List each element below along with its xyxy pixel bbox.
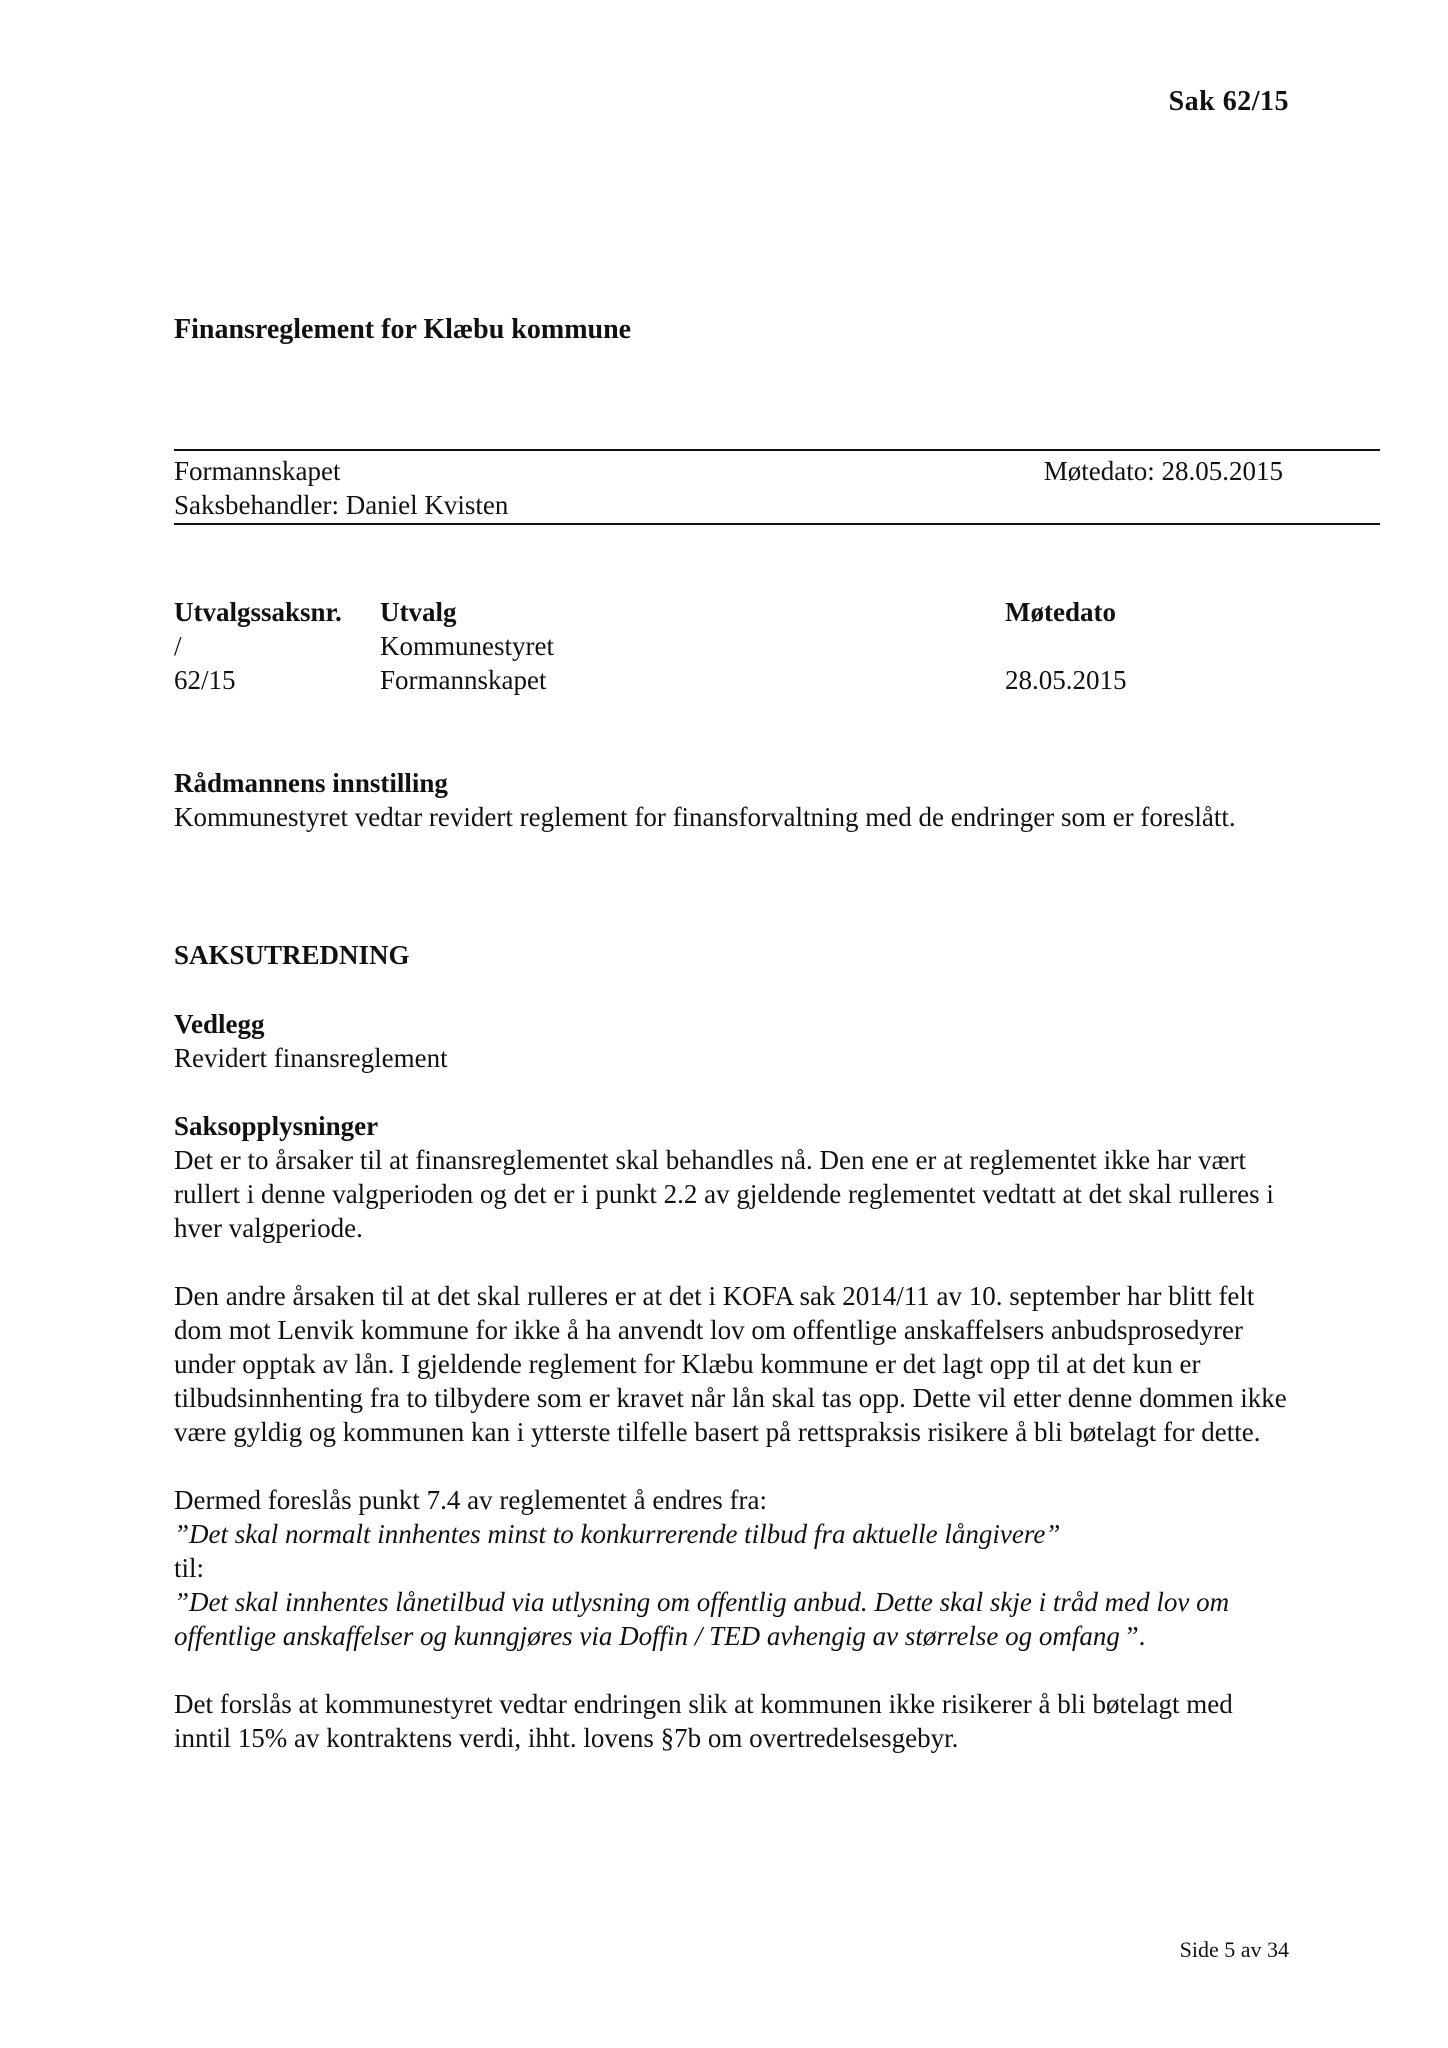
proposed-change (174, 1483, 1294, 1653)
new-wording-paragraph (174, 1585, 1294, 1653)
committee-name: Formannskapet (174, 456, 341, 486)
new-wording-end: ”. (1126, 1621, 1146, 1651)
header-committee: Utvalg (380, 597, 457, 627)
case-info-paragraph-1: Det er to årsaker til at finansreglementet skal behandles nå. Den ene er at reglementet ikke har vært rullert i denne valgperioden og det er i punkt 2.2 av gjeldende reglementet vedtatt at det skal rulleres i hver valgperiode. (174, 1145, 1274, 1243)
recommendation-section (174, 766, 1294, 834)
case-table-header (174, 595, 1174, 629)
case-info-paragraph-3: Det forslås at kommunestyret vedtar endringen slik at kommunen ikke risikerer å bli bøtelagt med inntil 15% av kontraktens verdi, ihht. lovens §7b om overtredelsesgebyr. (174, 1689, 1233, 1753)
to-word: til: (174, 1553, 205, 1583)
attachments-section (174, 1007, 1294, 1075)
row-committee: Kommunestyret (380, 631, 554, 661)
page-number: Side 5 av 34 (1179, 1937, 1289, 1962)
attachments-text: Revidert finansreglement (174, 1043, 448, 1073)
section-heading: SAKSUTREDNING (174, 940, 410, 970)
attachments-heading: Vedlegg (174, 1009, 265, 1039)
header-bottom-rule (174, 523, 1380, 525)
recommendation-heading: Rådmannens innstilling (174, 768, 448, 798)
row-case-number: 62/15 (174, 665, 236, 695)
change-intro: Dermed foreslås punkt 7.4 av reglementet å endres fra: (174, 1485, 768, 1515)
header-meeting-date: Møtedato (1005, 597, 1116, 627)
meeting-date: Møtedato: 28.05.2015 (1043, 456, 1283, 486)
header-top-rule (174, 449, 1380, 451)
case-info-paragraph-2: Den andre årsaken til at det skal rulleres er at det i KOFA sak 2014/11 av 10. september har blitt felt dom mot Lenvik kommune for ikke å ha anvendt lov om offentlige anskaffelsers anbudsprosedyrer under opptak av lån. I gjeldende reglement for Klæbu kommune er det lagt opp til at det kun er tilbudsinnhenting fra to tilbydere som er kravet når lån skal tas opp. Dette vil etter denne dommen ikke være gyldig og kommunen kan i ytterste tilfelle basert på rettspraksis risikere å bli bøtelagt for dette. (174, 1281, 1287, 1447)
old-wording: ”Det skal normalt innhentes minst to konkurrerende tilbud fra aktuelle långivere” (174, 1519, 1061, 1549)
case-number: Sak 62/15 (1168, 86, 1289, 117)
row-case-number: / (174, 631, 182, 661)
new-wording: ”Det skal innhentes lånetilbud via utlysning om offentlig anbud. Dette skal skje i tråd med lov om offentlige anskaffelser og kunngjøres via Doffin / TED avhengig av størrelse og omfang (174, 1587, 1230, 1651)
table-row (174, 663, 1174, 697)
case-table (174, 595, 1174, 697)
table-row (174, 629, 1174, 663)
row-meeting-date: 28.05.2015 (1005, 665, 1127, 695)
recommendation-text: Kommunestyret vedtar revidert reglement for finansforvaltning med de endringer som er foreslått. (174, 802, 1236, 832)
row-committee: Formannskapet (380, 665, 547, 695)
document-title: Finansreglement for Klæbu kommune (174, 314, 632, 345)
header-case-number: Utvalgssaksnr. (174, 597, 342, 627)
case-info-heading: Saksopplysninger (174, 1111, 379, 1141)
case-info-section (174, 1109, 1294, 1755)
case-officer: Saksbehandler: Daniel Kvisten (174, 490, 509, 520)
